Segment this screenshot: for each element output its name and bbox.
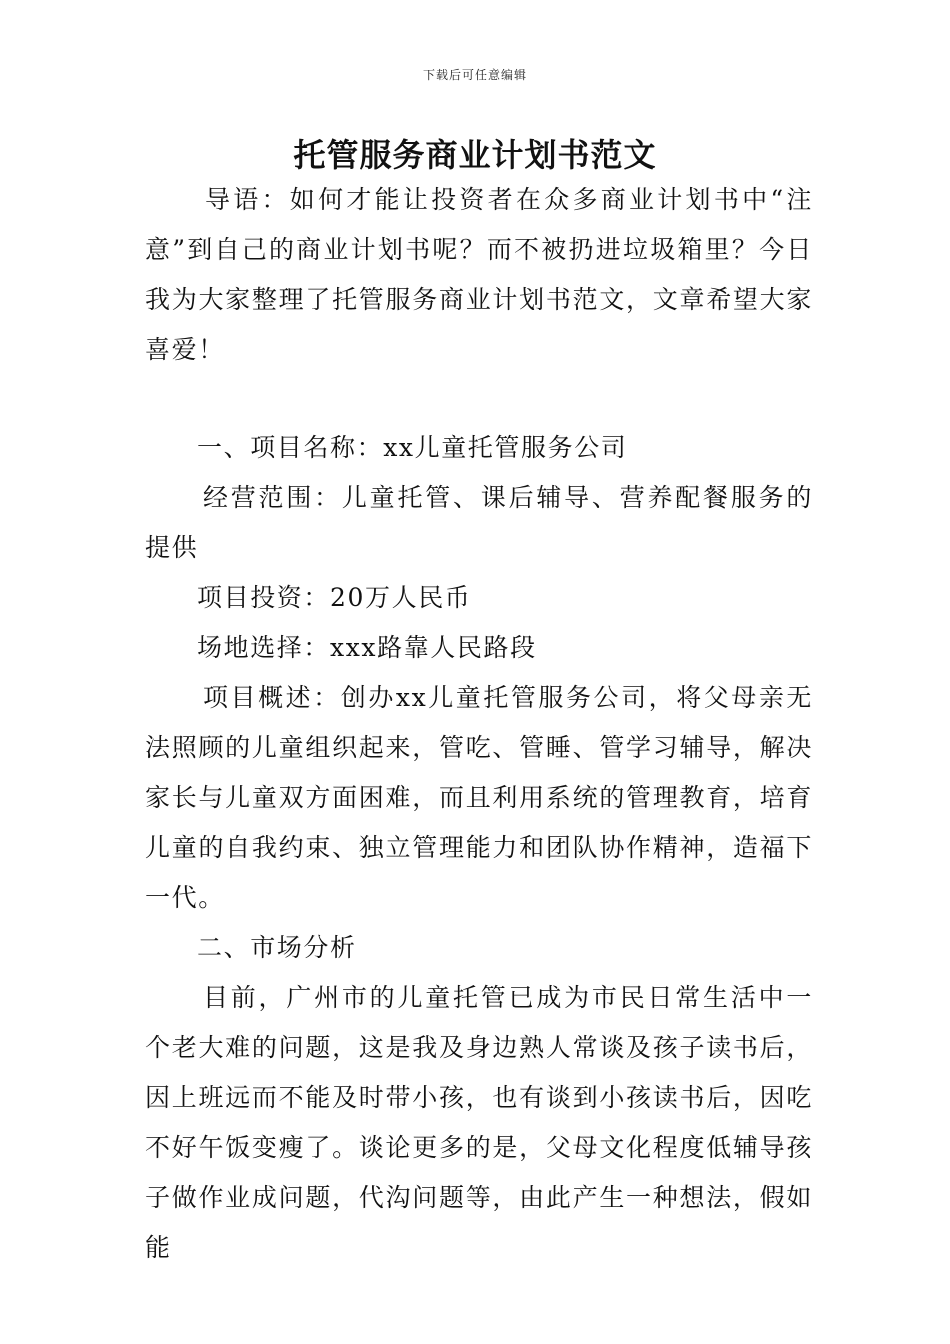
header-note: 下载后可任意编辑 (422, 68, 527, 82)
overview-paragraph: 项目概述：创办xx儿童托管服务公司，将父母亲无法照顾的儿童组织起来，管吃、管睡、管学习辅导，解决家长与儿童双方面困难，而且利用系统的管理教育，培育儿童的自我约束、独立管理能力和团队协作精神，造福下一代。 (145, 683, 813, 912)
market-analysis-paragraph: 目前，广州市的儿童托管已成为市民日常生活中一个老大难的问题，这是我及身边熟人常谈及孩子读书后，因上班远而不能及时带小孩，也有谈到小孩读书后，因吃不好午饭变瘦了。谈论更多的是，父母文化程度低辅导孩子做作业成问题，代沟问题等，由此产生一种想法，假如能 (145, 983, 813, 1262)
intro-paragraph: 导语：如何才能让投资者在众多商业计划书中“注意”到自己的商业计划书呢？而不被扔进垃圾箱里？今日我为大家整理了托管服务商业计划书范文，文章希望大家喜爱！ (145, 185, 813, 364)
section-heading-market-analysis: 二、市场分析 (197, 933, 357, 962)
document-title: 托管服务商业计划书范文 (293, 136, 657, 174)
intro-block (145, 175, 813, 375)
investment-paragraph: 项目投资：20万人民币 (197, 583, 472, 612)
section-heading-project-name: 一、项目名称：xx儿童托管服务公司 (197, 433, 628, 462)
business-scope-paragraph: 经营范围：儿童托管、课后辅导、营养配餐服务的提供 (145, 483, 813, 562)
document-body (145, 423, 813, 1273)
location-paragraph: 场地选择：xxx路靠人民路段 (197, 633, 537, 662)
